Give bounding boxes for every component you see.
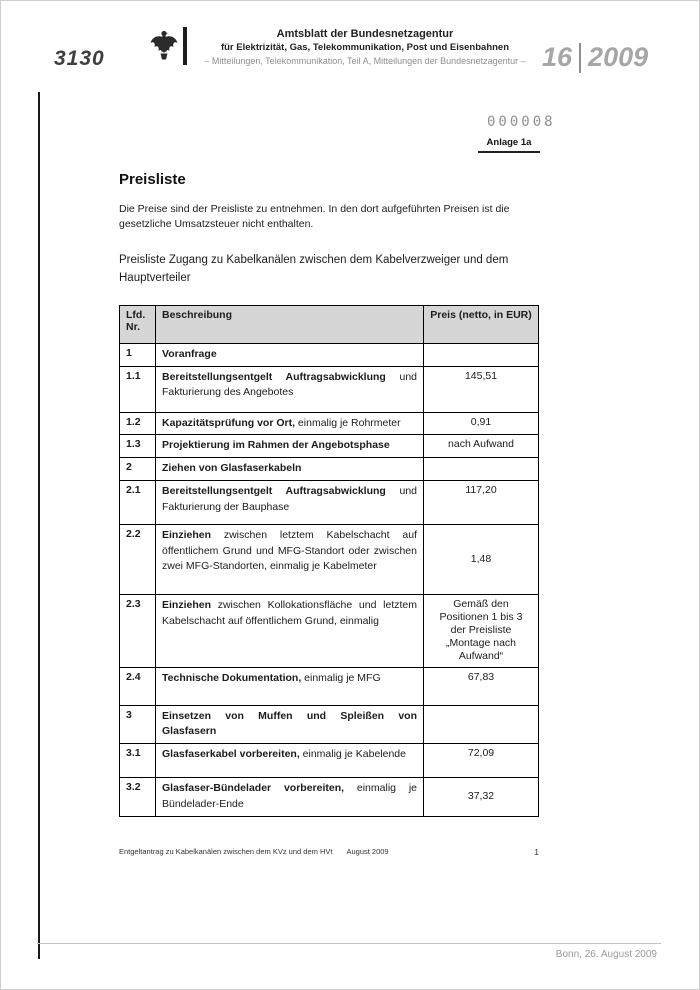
table-row [120, 458, 539, 481]
row-number-cell: 2.1 [120, 480, 156, 524]
brand-divider-bar [183, 27, 187, 65]
description-cell: Glasfaserkabel vorbereiten, einmalig je Kabelende [156, 744, 424, 778]
bottom-divider [37, 943, 661, 944]
header-price: Preis (netto, in EUR) [424, 305, 539, 343]
description-cell: Bereitstellungsentgelt Auftragsabwicklung und Fakturierung der Bauphase [156, 480, 424, 524]
description-cell: Einziehen zwischen letztem Kabelschacht auf öffentlichem Grund und MFG-Standort oder zwischen zwei MFG-Standorten, einmalig je Kabelmeter [156, 524, 424, 594]
footer-reference-text: Entgeltantrag zu Kabelkanälen zwischen dem KVz und dem HVt [119, 846, 333, 856]
price-cell: 117,20 [424, 480, 539, 524]
page-number: 1 [534, 846, 539, 857]
row-number-cell: 1.1 [120, 366, 156, 412]
stamp-serial-number: 000008 [487, 114, 556, 130]
price-cell: 72,09 [424, 744, 539, 778]
description-cell: Glasfaser-Bündelader vorbereiten, einmalig je Bündelader-Ende [156, 778, 424, 817]
header-nr: Lfd. Nr. [120, 305, 156, 343]
intro-paragraph: Die Preise sind der Preisliste zu entnehmen. In den dort aufgeführten Preisen ist die gesetzliche Umsatzsteuer nicht enthalten. [119, 203, 510, 231]
row-number-cell: 3.1 [120, 744, 156, 778]
masthead-title: Amtsblatt der Bundesnetzagentur [276, 28, 454, 40]
masthead-subtitle: für Elektrizität, Gas, Telekommunikation, Post und Eisenbahnen [220, 42, 510, 53]
description-cell: Ziehen von Glasfaserkabeln [156, 458, 424, 481]
row-number-cell: 2.3 [120, 594, 156, 667]
table-row [120, 480, 539, 524]
table-row [120, 667, 539, 705]
scan-artifact-line [38, 92, 40, 959]
issue-divider-bar [579, 43, 581, 73]
bundesadler-logo-icon [149, 27, 179, 68]
price-cell: nach Aufwand [424, 435, 539, 458]
table-header-row [120, 305, 539, 343]
place-date-stamp: Bonn, 26. August 2009 [555, 949, 657, 960]
price-cell: 37,32 [424, 778, 539, 817]
description-cell: Kapazitätsprüfung vor Ort, einmalig je Rohrmeter [156, 412, 424, 435]
table-row [120, 366, 539, 412]
header-description: Beschreibung [156, 305, 424, 343]
price-cell: 0,91 [424, 412, 539, 435]
issue-block [542, 42, 648, 73]
price-cell: 67,83 [424, 667, 539, 705]
price-cell: 145,51 [424, 366, 539, 412]
table-caption: Preisliste Zugang zu Kabelkanälen zwischen dem Kabelverzweiger und dem Hauptverteiler [119, 254, 509, 284]
issue-year: 2009 [588, 42, 649, 72]
table-row [120, 778, 539, 817]
description-cell: Einziehen zwischen Kollokationsfläche und letztem Kabelschacht auf öffentlichem Grund, einmalig [156, 594, 424, 667]
description-cell: Einsetzen von Muffen und Spleißen von Glasfasern [156, 705, 424, 744]
masthead-titles [189, 28, 541, 66]
table-row [120, 412, 539, 435]
page-title: Preisliste [119, 171, 186, 188]
table-row [120, 435, 539, 458]
price-cell [424, 458, 539, 481]
price-cell [424, 343, 539, 366]
row-number-cell: 1 [120, 343, 156, 366]
footer-reference [119, 847, 389, 856]
price-cell [424, 705, 539, 744]
table-row [120, 594, 539, 667]
row-number-cell: 2 [120, 458, 156, 481]
description-cell: Projektierung im Rahmen der Angebotsphase [156, 435, 424, 458]
table-row [120, 343, 539, 366]
row-number-cell: 1.2 [120, 412, 156, 435]
page-code: 3130 [54, 47, 105, 70]
document-footer [119, 847, 539, 857]
row-number-cell: 2.4 [120, 667, 156, 705]
brand-block [149, 27, 187, 68]
footer-date: August 2009 [346, 846, 389, 856]
description-cell: Bereitstellungsentgelt Auftragsabwicklung und Fakturierung des Angebotes [156, 366, 424, 412]
annex-label: Anlage 1a [478, 137, 540, 153]
table-row [120, 524, 539, 594]
masthead-section-line: – Mitteilungen, Telekommunikation, Teil A, Mitteilungen der Bundesnetzagentur – [204, 56, 526, 66]
price-table [119, 305, 539, 817]
document-body [119, 171, 539, 857]
row-number-cell: 2.2 [120, 524, 156, 594]
price-cell: Gemäß den Positionen 1 bis 3 der Preisliste „Montage nach Aufwand“ [424, 594, 539, 667]
row-number-cell: 3.2 [120, 778, 156, 817]
table-row [120, 744, 539, 778]
description-cell: Voranfrage [156, 343, 424, 366]
price-cell: 1,48 [424, 524, 539, 594]
row-number-cell: 1.3 [120, 435, 156, 458]
row-number-cell: 3 [120, 705, 156, 744]
description-cell: Technische Dokumentation, einmalig je MFG [156, 667, 424, 705]
issue-number: 16 [542, 42, 573, 72]
table-row [120, 705, 539, 744]
